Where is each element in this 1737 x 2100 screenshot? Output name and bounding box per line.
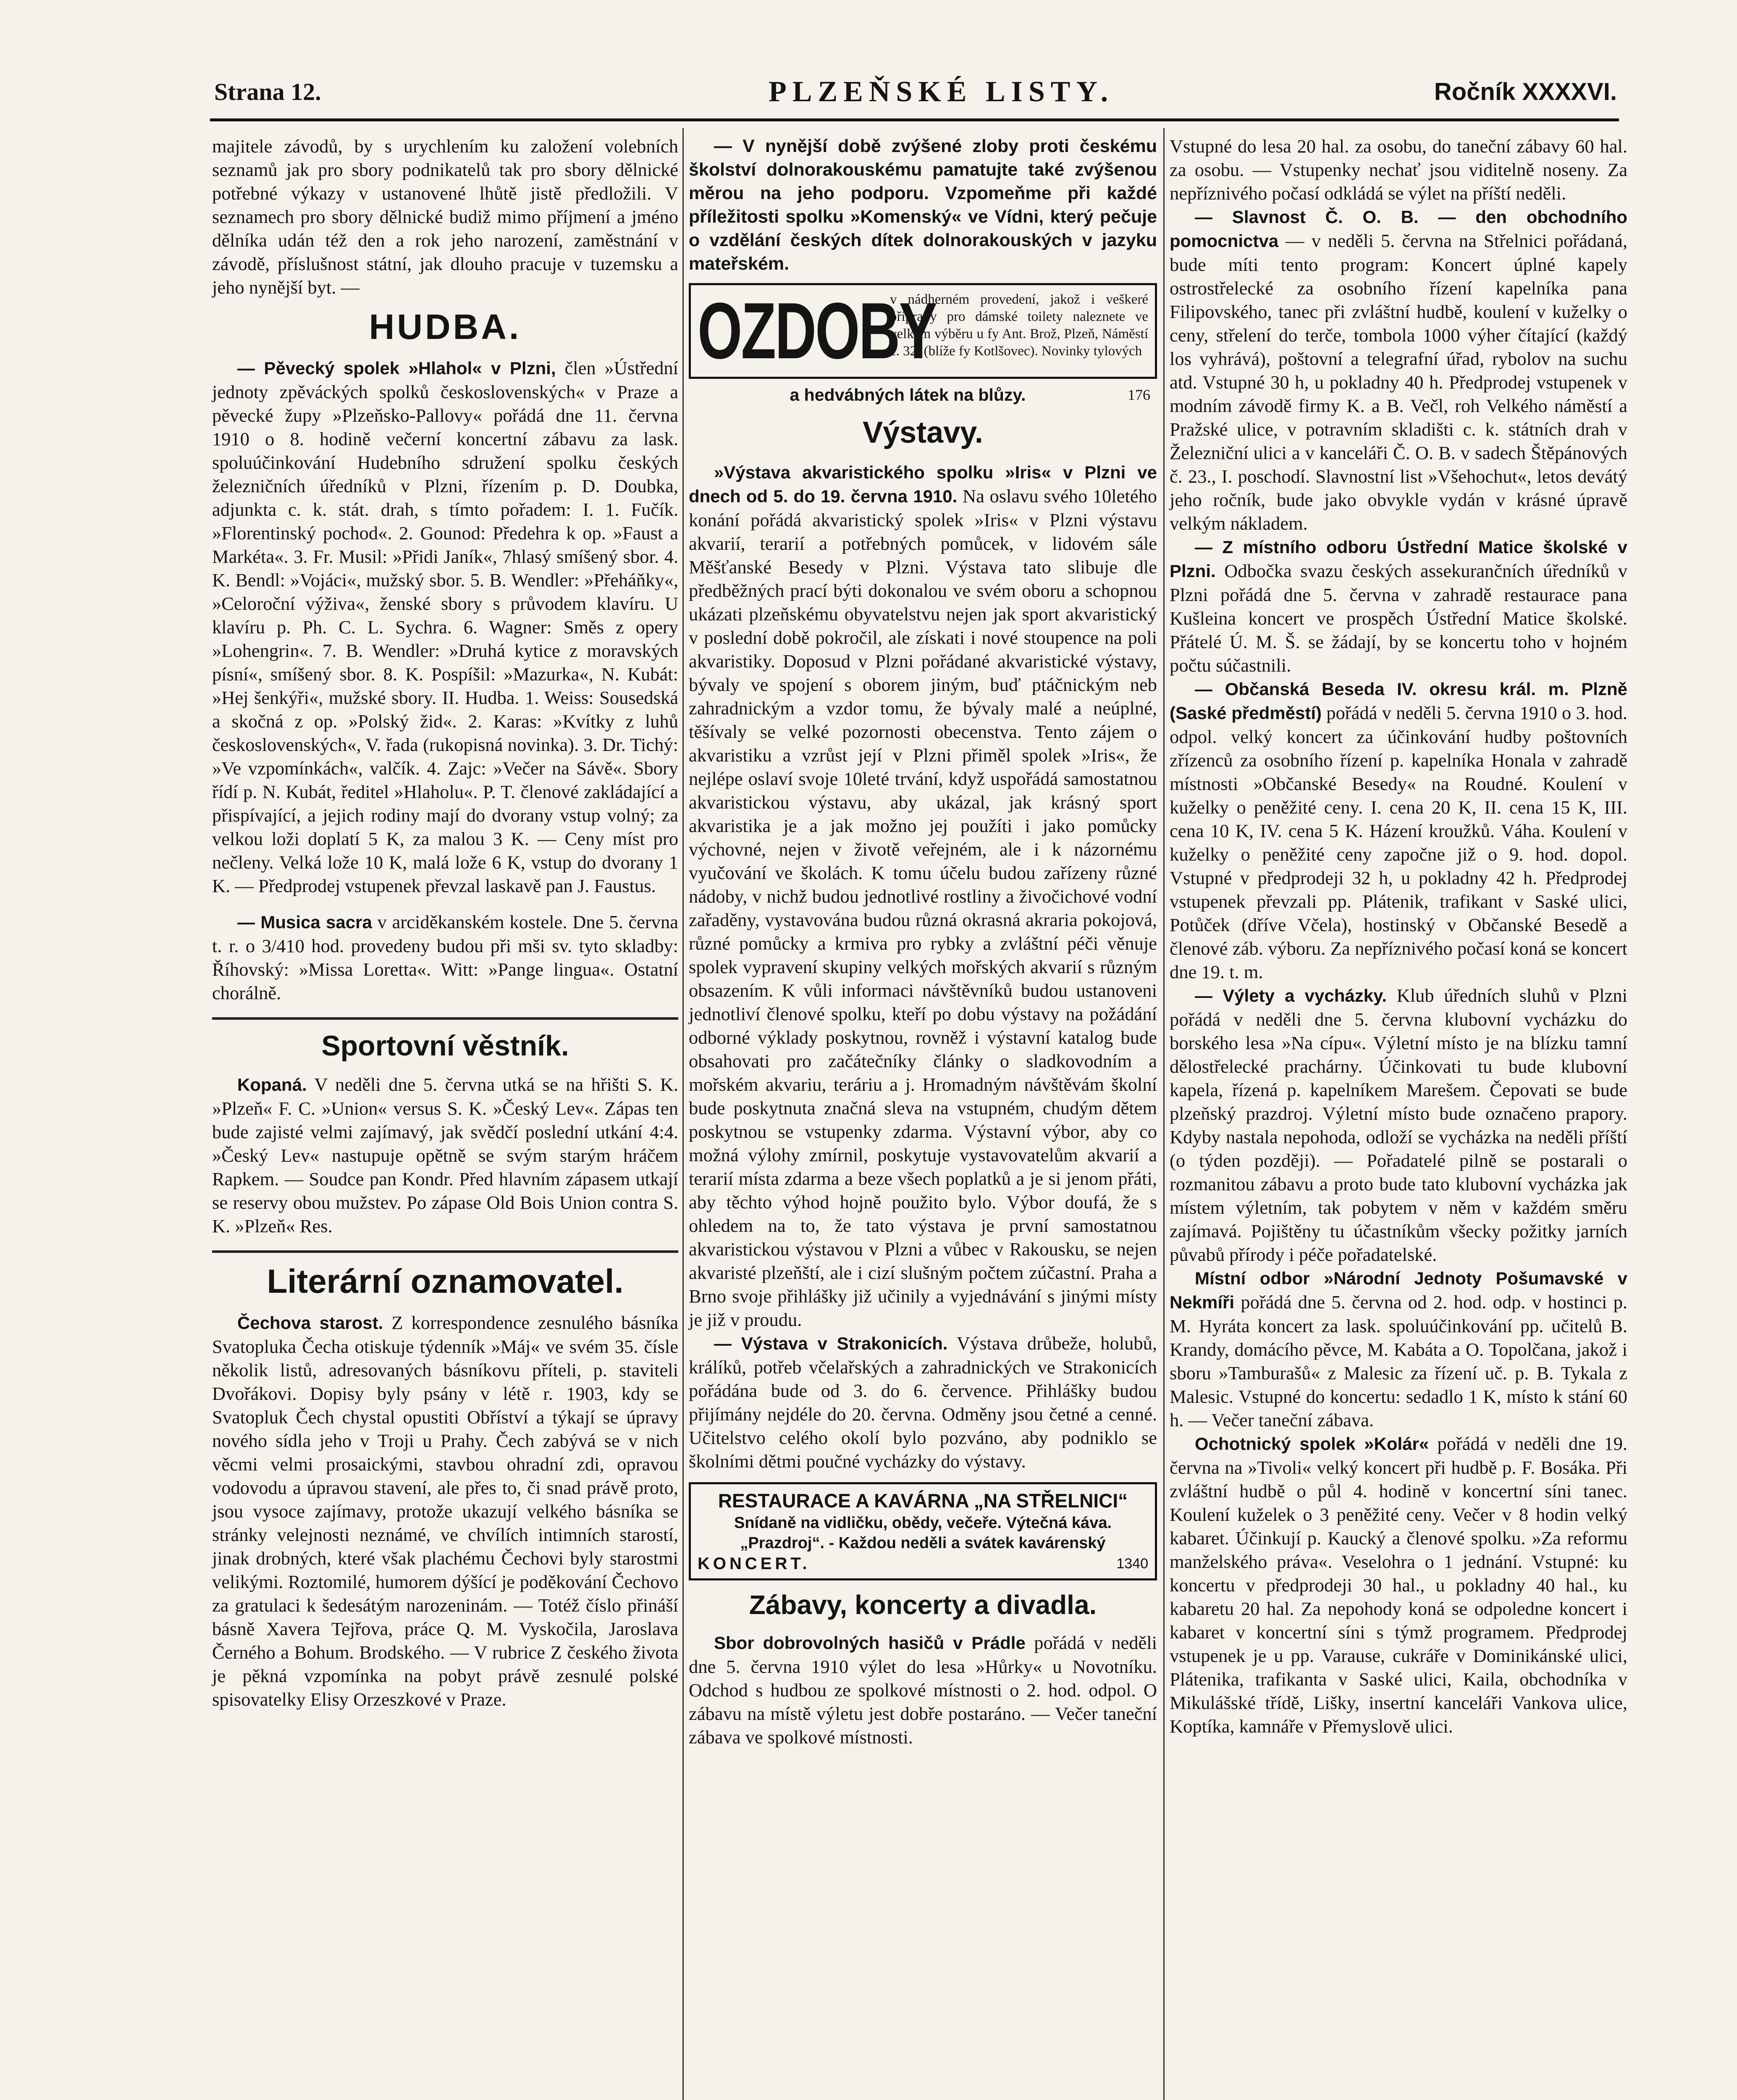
article-iris-text: Na oslavu svého 10letého konání pořádá akvaristický spolek »Iris« v Plzni výstavu akvarií, terarií a potřebných pomůcek, v lidovém sále Měšťanské Besedy v Plzni. Výstava tato slibuje dle předběžných prací býti dokonalou ve svém oboru a schopnou ukázati plzeňskému obyvatelstvu nejen jak sport akvaristický v poslední době pokročil, ale získati i nové stoupence na poli akvaristiky. Doposud v Plzni pořádané akvaristické výstavy, bývaly ve spojení s oborem jiným, buď ptáčnickým neb zahradnickým a vzdor tomu, že bývaly malé a neúplné, těšívaly se velké pozornosti obecenstva. Tento zájem o akvaristiku a vzrůst její v Plzni přiměl spolek »Iris«, že nejlépe oslaví svoje 10leté trvání, když uspořádá samostatnou akvaristickou výstavu, aby ukázal, jak krásný sport akvaristika je a jak možno jej použíti i jako pomůcky výchovné, nejen v životě veřejném, ale i k názornému vyučování ve školách. K tomu účelu budou zařízeny různé nádoby, v nichž budou jednotlivé rostliny a živočichové vodní zařaděny, vystavována budou různá okrasná akraria pokojová, různé pomůcky a krmiva pro rybky a zvláštní péči věnuje spolek vypravení skupiny velkých mořských akvarií s různým obsazením. K vůli informaci návštěvníků budou ustanoveni jednotliví členové spolku, kteří po dobu výstavy na požádání odborné výklady poskytnou, rovněž i výstavní katalog bude obsahovati pro začátečníky články o sladkovodním a mořském akvariu, teráriu a j. Hromadným návštěvám školní bude poskytnuta značná sleva na vstupném, chudým dětem poskytnou se vstupenky zdarma. Výstavní výbor, aby co možná výlohy zmírnil, poskytuje vystavovatelům akvarií a terarií místa zdarma a beze všech poplatků a je si jenom přáti, aby těchto výhod hojně použito bylo. Výbor doufá, že s ohledem na to, že tato výstava je první samostatnou akvaristickou výstavou v Plzni a vůbec v Rakousku, se nejen akvaristé plzeňští, ale i cizí slušným počtem zúčastní. Praha a Brno svoje přihlášky již učinily a vyjednávání s jinými místy je již v proudu. — [689, 486, 1157, 1330]
column-3 — [1170, 134, 1627, 1738]
ad-restaurace-title: RESTAURACE A KAVÁRNA „NA STŘELNICI“ — [718, 1490, 1128, 1512]
page-header — [214, 78, 1617, 116]
ad-ozdoby-tagline: a hedvábných látek na blůzy. — [790, 385, 1026, 404]
section-title-hudba: HUDBA. — [369, 307, 522, 346]
article-hasici-lead: Sbor dobrovolných hasičů v Prádle — [714, 1633, 1026, 1653]
article-slavnost-cob — [1170, 205, 1627, 535]
article-kolar — [1170, 1432, 1627, 1738]
article-slavnost-text: — v neděli 5. června na Střelnici pořádaná, bude míti tento program: Koncert úplné kapely ostrostřelecké za osobního řízení kapelníka pana Filipovského, tanec při zvláštní hudbě, koulení v kuželky o ceny, střelení do terče, tombola 1000 výher čítající (každý los vyhrává), poštovní a telegrafní úřad, rybolov na suchu atd. Vstupné 30 h, u pokladny 40 h. Předprodej vstupenek v modním závodě firmy K. a B. Večl, roh Velkého náměstí a Pražské ulice, v potravním skladišti c. k. státních drah v Železniční ulici a v kanceláři Č. O. B. v sadech Štěpánových č. 23., I. poschodí. Slavnostní list »Všehochut«, letos devátý jeho ročník, bude jako obvykle vydán v krásné úpravě velkým nákladem. — [1170, 230, 1628, 534]
article-matice — [1170, 535, 1627, 677]
article-beseda-text: pořádá v neděli 5. června 1910 o 3. hod. odpol. velký koncert za účinkování hudby poštovních zřízenců za osobního řízení p. kapelníka Honala v zahradě místnosti »Občanské Besedy« na Roudné. Koulení v kuželky o peněžité ceny. I. cena 20 K, II. cena 15 K, III. cena 10 K, IV. cena 5 K. Házení kroužků. Váha. Koulení v kuželky o peněžité ceny započne již o 9. hod. dopol. Vstupné v předprodeji 32 h, u pokladny 42 h. Předprodej vstupenek převzali pp. Plátenik, trafikant v Saské ulici, Potůček (dříve Včela), hostinský v Občanské Besedě a členové záb. výboru. Za nepříznivého počasí koná se koncert dne 19. t. m. — [1170, 702, 1628, 982]
article-nekmir-lead: Místní odbor »Národní Jednoty Pošumavské v Nekmíři — [1170, 1268, 1627, 1312]
ad-restaurace-text: Snídaně na vidličku, obědy, večeře. Výtečná káva. „Prazdroj“. - Každou neděli a svátek kavárenský — [734, 1514, 1112, 1552]
column-divider-2 — [1163, 128, 1165, 2100]
article-strakonice-lead: — Výstava v Strakonicích. — [714, 1334, 948, 1353]
article-hlahol — [212, 356, 678, 898]
article-hlahol-text: člen »Ústřední jednoty zpěváckých spolků československých« v Praze a pěvecké župy »Plzeňsko-Pallovy« pořádá dne 11. června 1910 o 8. hodině večerní koncertní zábavu za lask. spoluúčinkování Hudebního sdružení spolku českých železničních úředníků v Plzni, řízením p. D. Doubka, adjunkta c. k. stát. drah, s tímto pořadem: I. 1. Fučík. »Florentinský pochod«. 2. Gounod: Předehra k op. »Faust a Markéta«. 3. Fr. Musil: »Přidi Janík«, 7hlasý smíšený sbor. 4. K. Bendl: »Vojáci«, mužský sbor. 5. B. Wendler: »Přeháňky«, »Celoroční výživa«, ženské sbory s průvodem klavíru. U klavíru p. Ph. C. L. Sychra. 6. Wagner: Směs z opery »Lohengrin«. 7. B. Wendler: »Druhá kytice z moravských písní«, smíšený sbor. 8. K. Pospíšil: »Mazurka«, N. Kubát: »Hej šenkýři«, mužské sbory. II. Hudba. 1. Weiss: Sousedská a skočná z op. »Polský žid«. 2. Karas: »Kvítky z luhů československých«, V. řada (rukopisná novinka). 3. Dr. Tichý: »Ve vzpomínkách«, valčík. 4. Zajc: »Večer na Sávě«. Sbory řídí p. N. Kubát, ředitel »Hlaholu«. P. T. členové zakládající a přispívající, a jejich rodiny mají do dvorany vstup volný; za velkou loži doplatí 5 K, za malou 3 K. — Ceny míst pro nečleny. Velká lože 10 K, malá lože 6 K, vstup do dvorany 1 K. — Předprodej vstupenek převzal laskavě pan J. Faustus. — [212, 357, 678, 896]
ad-ozdoby-number: 176 — [1128, 386, 1150, 403]
masthead-title: PLZEŇSKÉ LISTY. — [769, 76, 1114, 108]
ad-restaurace-koncert: KONCERT. — [698, 1554, 811, 1573]
column-1 — [212, 134, 678, 1711]
article-beseda-lead: — Občanská Beseda IV. okresu král. m. Plzně (Saské předměstí) — [1170, 679, 1627, 723]
article-iris-lead: »Výstava akvaristického spolku »Iris« v Plzni ve dnech od 5. do 19. června 1910. — [689, 462, 1157, 506]
article-musica-lead: — Musica sacra — [237, 912, 372, 932]
article-hasici-pradlo — [689, 1631, 1157, 1749]
ad-restaurace-number: 1340 — [1116, 1556, 1148, 1572]
article-cech-text: Z korrespondence zesnulého básníka Svatopluka Čecha otiskuje týdenník »Máj« ve svém 35. čísle několik listů, adresovaných básníkovu příteli, p. staviteli Dvořákovi. Dopisy byly psány v létě r. 1903, kdy se Svatopluk Čech chystal opustiti Obříství a týkají se úpravy nového sídla jeho v Troji u Prahy. Čech zabývá se v nich věcmi velmi prosaickými, stavbou ohradní zdi, opravou vodovodu a úpravou stavení, ale přes to, či snad právě proto, jsou vysoce zajímavy, protože ukazují velkého básníka se stránky velejnosti neznámé, ve chvílích intimních starostí, jinak drobných, které však plachému Čechovi byly starostmi velikými. Roztomilé, humorem dýšící je poděkování Čechovo za gratulaci k šedesátým narozeninám. — Totéž číslo přináší básně Xavera Tejřova, práce Q. M. Vyskočila, Jaroslava Černého a Bohum. Brodského. — V rubrice Z českého života je pěkná vzpomínka na pobyt právě zesnulé polské spisovatelky Elisy Orzeszkové v Praze. — [212, 1312, 679, 1710]
article-strakonice-text: Výstava drůbeže, holubů, králíků, potřeb včelařských a zahradnických ve Strakonicích pořádána bude od 3. do 6. července. Přihlášky budou přijímány nejdéle do 20. června. Odměny jsou četné a cenné. Učitelstvo celého okolí bylo pozváno, aby podniklo se školními dětmi poučné vycházky do výstavy. — [689, 1333, 1157, 1472]
article-hasici-continuation: Vstupné do lesa 20 hal. za osobu, do taneční zábavy 60 hal. za osobu. — Vstupenky nechať jsou viditelně noseny. Za nepříznivého počasí odkládá se výlet na příští neděli. — [1170, 136, 1627, 204]
ad-ozdoby-footer — [689, 383, 1157, 407]
article-beseda — [1170, 677, 1627, 984]
article-matice-text: Odbočka svazu českých assekurančních úředníků v Plzni pořádá dne 5. června v zahradě restaurace pana Kušleina koncert ve prospěch Ústřední Matice školské. Přátelé Ú. M. Š. se žádají, by se koncertu toho v hojném počtu súčastnili. — [1170, 560, 1627, 676]
ad-restaurace-footer — [698, 1553, 1148, 1574]
section-title-zabavy: Zábavy, koncerty a divadla. — [749, 1590, 1097, 1620]
article-slavnost-lead: — Slavnost Č. O. B. — den obchodního pomocnictva — [1170, 207, 1627, 251]
notice-komensky: — V nynější době zvýšené zloby proti českému školství dolnorakouskému pamatujte také zvýšenou měrou na jeho podporu. Vzpomeňme při každé příležitosti spolku »Komenský« ve Vídni, který pečuje o vzdělání českých dítek dolnorakouských v jazyku mateřském. — [689, 136, 1157, 274]
section-title-literarni: Literární oznamovatel. — [267, 1263, 624, 1300]
article-vylety-text: Klub úředních sluhů v Plzni pořádá v neděli dne 5. června klubovní vycházku do borského lesa »Na cípu«. Výletní místo je na blízku tamní dělostřelecké prachárny. Účinkovati tu bude klubovní kapela, řízená p. kapelníkem Marešem. Čepovati se bude plzeňský prazdroj. Výletní místo bude označeno prapory. Kdyby nastala nepohoda, odloží se vycházka na neděli příští (o týden později). — Pořadatelé pilně se postarali o rozmanitou zábavu a proto bude tato klubovní vycházka jak místem výletním, tak pobytem v něm v každém směru zajímavá. Pojištěny tu účastníkům všecky požitky jarních půvabů přírody i péče pořadatelské. — [1170, 985, 1628, 1265]
header-rule — [210, 118, 1619, 121]
advertisement-restaurace — [689, 1482, 1157, 1580]
article-nekmir — [1170, 1266, 1627, 1432]
article-vystava-iris — [689, 460, 1157, 1331]
article-kopana — [212, 1073, 678, 1238]
page-number: Strana 12. — [214, 78, 321, 105]
article-kolar-text: pořádá v neděli dne 19. června na »Tivoli« velký koncert při hudbě p. F. Bosáka. Při zvláštní hudbě o půl 4. hodině v koncertní síni tanec. Koulení kuželek o 3 peněžité ceny. Večer v 8 hodin velký kabaret. Účinkují p. Kaucký a členové spolku. »Za reformu manželského práva«. Veselohra o 1 jednání. Vstupné: ku koncertu v předprodeji 30 hal., u pokladny 40 hal., ku kabaretu 20 hal. Za nepohody koná se odpoledne koncert i kabaret v koncertní síni s týmž programem. Předprodej vstupenek je u pp. Varause, cukráře v Dominikánské ulici, Plátenika, trafikanta v Saské ulici, Kaila, obchodníka v Mikulášské třídě, Lišky, insertní kanceláři Vankova ulice, Koptíka, kamnáře v Přemyslově ulici. — [1170, 1433, 1627, 1737]
ad-ozdoby-headline: OZDOBY — [698, 286, 936, 375]
article-musica-sacra — [212, 910, 678, 1005]
column-divider-1 — [682, 128, 684, 2100]
section-title-vystavy: Výstavy. — [863, 416, 983, 449]
article-vylety — [1170, 984, 1627, 1266]
article-vylety-lead: — Výlety a vycházky. — [1195, 986, 1387, 1005]
advertisement-ozdoby — [689, 283, 1157, 379]
column-2 — [689, 134, 1157, 1749]
article-continuation: majitele závodů, by s urychlením ku založení volebních seznamů jak pro sbory podnikatelů tak pro sbory dělnické potřebné výkazy v ustanovené lhůtě jistě předložili. V seznamech pro sbory dělnické budiž mimo příjmení a jméno dělníka udán též den a rok jeho narození, zaměstnání v závodě, příslušnost státní, jak dlouho pracuje v tuzemsku a jeho nynější byt. — — [212, 136, 678, 298]
article-strakonice — [689, 1331, 1157, 1473]
article-hlahol-lead: — Pěvecký spolek »Hlahol« v Plzni, — [237, 358, 556, 378]
section-rule — [212, 1017, 678, 1020]
ad-ozdoby-text: v nádherném provedení, jakož i veškeré přípravy pro dámské toilety naleznete ve velkém výběru u fy Ant. Brož, Plzeň, Náměstí č. 32, (blíže fy Kotlšovec). Novinky tylových — [890, 292, 1148, 359]
article-kopana-lead: Kopaná. — [237, 1075, 307, 1095]
section-rule — [212, 1250, 678, 1253]
article-kopana-text: V neděli dne 5. června utká se na hřišti S. K. »Plzeň« F. C. »Union« versus S. K. »Český Lev«. Zápas ten bude zajisté velmi zajímavý, jak svědčí poslední utkání 4:4. »Český Lev« nastupuje opětně se svým starým hráčem Rapkem. — Soudce pan Kondr. Před hlavním zápasem utkají se reservy obou mužstev. Po zápase Old Bois Union contra S. K. »Plzeň« Res. — [212, 1074, 679, 1236]
article-cech-lead: Čechova starost. — [237, 1313, 383, 1333]
article-hasici-text: pořádá v neděli dne 5. června 1910 výlet do lesa »Hůrky« u Novotníku. Odchod s hudbou ze spolkové místnosti o 2. hod. odpol. O zábavu na místě výletu jest dobře postaráno. — Večer taneční zábava ve spolkové místnosti. — [689, 1632, 1157, 1748]
article-nekmir-text: pořádá dne 5. června od 2. hod. odp. v hostinci p. M. Hyráta koncert za lask. spoluúčinkování pp. učitelů B. Krandy, domácího pěvce, M. Kabáta a O. Topolčana, jakož i sboru »Tamburašů« z Malesic za řízení uč. p. B. Tykala z Malesic. Vstupné do koncertu: sedadlo 1 K, místo k stání 60 h. — Večer taneční zábava. — [1170, 1292, 1628, 1431]
volume-number: Ročník XXXXVI. — [1434, 78, 1617, 105]
article-musica-text: v arciděkanském kostele. Dne 5. června t. r. o 3/410 hod. provedeny budou při mši sv. tyto skladby: Říhovský: »Missa Loretta«. Witt: »Pange lingua«. Ostatní chorálně. — [212, 911, 678, 1003]
article-matice-lead: — Z místního odboru Ústřední Matice školské v Plzni. — [1170, 537, 1627, 581]
article-kolar-lead: Ochotnický spolek »Kolár« — [1195, 1434, 1429, 1454]
article-cechova-starost — [212, 1311, 678, 1711]
section-title-sport: Sportovní věstník. — [321, 1030, 569, 1062]
